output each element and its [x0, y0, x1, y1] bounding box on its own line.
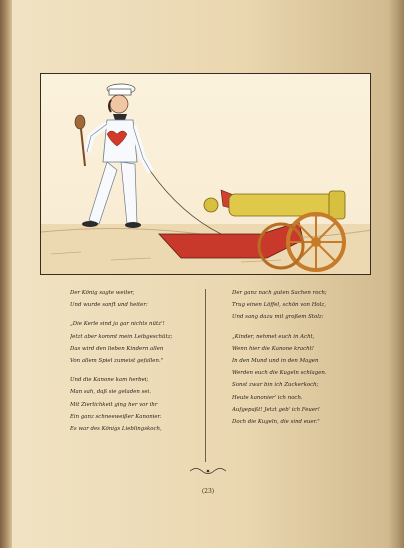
verse-line: Und sang dazu mit großem Stolz:: [232, 314, 324, 321]
verse-line: Wenn hier die Kanone kracht!: [232, 345, 314, 352]
verse-line: „Die Kerle sind ja gar nichts nütz'!: [70, 321, 165, 328]
verse-line: Jetzt aber kommt mein Leibgeschütz;: [70, 333, 173, 340]
verse-line: Sonst zwar bin ich Zuckerkoch;: [232, 382, 319, 389]
column-divider: [205, 289, 206, 462]
verse-line: Trug einen Löffel, schön von Holz,: [232, 302, 326, 309]
verse-line: Ein ganz schneeweißer Kanonier.: [70, 413, 162, 420]
cook-figure: [75, 84, 221, 234]
verse-line: „Kinder, nehmet euch in Acht,: [232, 333, 315, 340]
verse-line: Das wird den lieben Kindern allen: [70, 345, 164, 352]
verse-line: Der ganz nach guten Sachen roch;: [232, 290, 327, 296]
illustration-art: [41, 74, 371, 275]
verse-line: Aufgepaßt! Jetzt geb' ich Feuer!: [232, 406, 320, 413]
book-binding: [0, 0, 12, 548]
left-text-column: [70, 287, 195, 435]
verse-line: Der König sagte weiter,: [70, 290, 135, 296]
verse-line: Doch die Kugeln, die sind euer.": [232, 418, 320, 425]
illustration-cook-with-cannon: [40, 73, 371, 275]
verse-line: Von allem Spiel zumeist gefallen.": [70, 357, 164, 364]
verse-line: In den Mund und in den Magen: [232, 357, 319, 364]
right-text-column: [232, 287, 362, 428]
verse-line: Heute kanonier' ich noch.: [232, 394, 303, 401]
page-number: (23): [201, 488, 215, 495]
verse-line: Werden euch die Kugeln schlagen.: [232, 370, 327, 377]
ornament-flourish: [188, 466, 228, 476]
verse-line: Man sah, daß sie geladen sei.: [70, 389, 151, 396]
verse-line: Es war des Königs Lieblingskoch,: [70, 425, 162, 432]
page-edge-shadow: [388, 0, 404, 548]
verse-line: Und wurde sanft und heiter:: [70, 302, 148, 309]
verse-line: Mit Zierlichkeit ging her vor ihr: [70, 401, 158, 408]
verse-line: Und die Kanone kam herbei;: [70, 377, 149, 384]
